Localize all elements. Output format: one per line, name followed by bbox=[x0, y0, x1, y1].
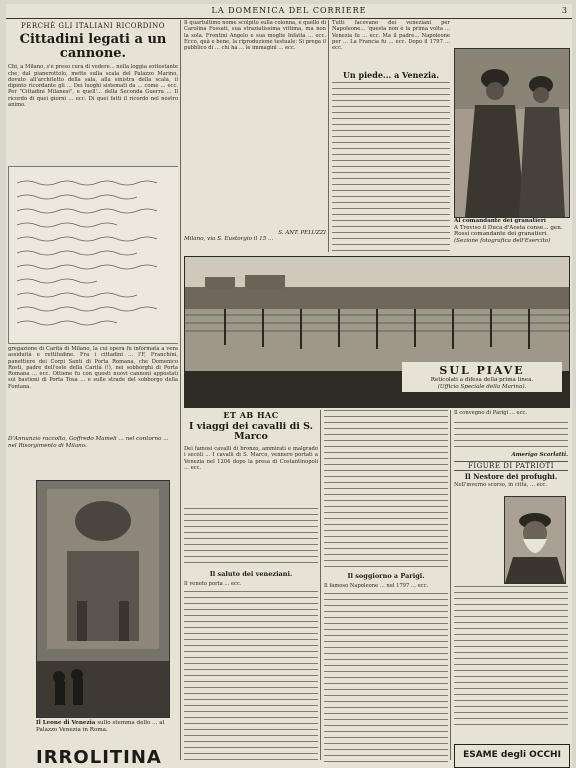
figure-patrioti-title: FIGURE DI PATRIOTI bbox=[454, 461, 568, 471]
et-ab-hac-sub2: Il soggiorno a Parigi. bbox=[347, 572, 425, 580]
et-ab-hac-body2: Il veneto porta ... ecc. bbox=[184, 580, 242, 587]
leone-caption-title: Il Leone di Venezia bbox=[36, 720, 96, 726]
middle-sig-place: Milano, via S. Eustorgio il 15 ... bbox=[184, 236, 274, 242]
ad-irrolitina: IRROLITINA bbox=[36, 747, 162, 768]
column-rule-2 bbox=[328, 20, 329, 252]
article-title: Cittadini legati a un cannone. bbox=[19, 32, 167, 61]
article-footer-text: gregazione di Carità di Milano, la cui opera fu informata a vera assiduità e rettitudine. Fra i cittadini ... l'F, Franchini, panettiere dei Corpi Santi di Porta Romana, che Domenico Rosti, padre dell'oste della Carità (!), nei sobborghi di Porta Romana ... ecc. Ottiene fu con questi nuovi cannoni appostati sui bastioni di Porta Tosa ... e sulle strade del sobborgo della Fontana. bbox=[8, 346, 178, 390]
leone-caption bbox=[36, 720, 176, 733]
article-et-ab-hac-col2 bbox=[324, 410, 448, 762]
soldiers-photo-credit: (Sezione fotografica dell'Esercito) bbox=[454, 237, 551, 244]
masthead-title: LA DOMENICA DEL CORRIERE bbox=[211, 6, 367, 15]
venezia-intro bbox=[332, 20, 450, 68]
et-ab-hac-col2-lines bbox=[324, 410, 448, 570]
article-venezia bbox=[332, 20, 450, 252]
article-body: Chi, a Milano, s'è preso cura di vedere... nella loggia sottostante che, dal pianerottolo, mette sulla scala del Palazzo Marino, dovuto all'architetto della sala, alla sinistra della scala, il dipinto ricordante gli ... Dei luoghi sistemati da ... come ... ecc. Per "Cittadini Milanesi", e quell'... della Seconda Guerra ... Il ricordo di quei giorni ... ecc. Di quei fatti il ricordo nel nostro animo. bbox=[8, 64, 178, 109]
sul-piave-title: SUL PIAVE bbox=[439, 364, 525, 377]
venezia-body-lines bbox=[332, 82, 450, 252]
newspaper-page bbox=[6, 4, 572, 768]
et-ab-hac-kicker: ET AB HAC bbox=[223, 410, 279, 420]
article-photo-caption: D'Annunzio raccolto, Goffredo Mameli ... nel contorno ... nel Risorgimento di Milano. bbox=[8, 436, 169, 449]
et-ab-hac-sub1: Il saluto dei veneziani. bbox=[209, 569, 293, 578]
soldiers-caption bbox=[454, 218, 568, 252]
right-column bbox=[454, 410, 568, 762]
et-ab-hac-lines2 bbox=[184, 591, 318, 761]
et-ab-hac-body: Dei famosi cavalli di bronzo, ammirati e malgrado i secoli ... I cavalli di S. Marco, vennero portati a Venezia nel 1204 dopo la presa di Costantinopoli ... ecc. bbox=[184, 445, 318, 471]
ad-esame-occhi bbox=[454, 744, 570, 768]
et-ab-hac-col2-lines2 bbox=[324, 593, 448, 762]
leone-caption-text: sullo stemma dello ... al Palazzo Venezia in Roma. bbox=[36, 720, 165, 733]
old-man-portrait bbox=[504, 496, 566, 584]
nestore-body: Nell'inverno scorso, in città, ... ecc. bbox=[454, 482, 548, 489]
right-body-lines bbox=[454, 422, 568, 452]
et-ab-hac-lines bbox=[184, 508, 318, 568]
sul-piave-subtitle: Reticolati a difesa della prima linea. bbox=[430, 377, 534, 383]
nestore-lines bbox=[454, 586, 568, 726]
ad-esame-occhi-text: ESAME degli OCCHI bbox=[463, 750, 561, 760]
soldiers-photo bbox=[454, 48, 570, 218]
masthead bbox=[6, 4, 572, 19]
venezia-title: Un piede... a Venezia. bbox=[342, 70, 440, 80]
et-ab-hac-body3: Il famoso Napoleone ... nel 1797 ... ecc. bbox=[324, 582, 429, 589]
page-number: 3 bbox=[561, 6, 568, 15]
lion-relief-illustration bbox=[37, 481, 169, 717]
column-rule-1 bbox=[180, 20, 181, 760]
right-body: Il convegno di Parigi ... ecc. bbox=[454, 410, 528, 416]
column-rule-4 bbox=[450, 410, 451, 760]
article-middle-top bbox=[184, 20, 326, 252]
leone-venezia-photo bbox=[36, 480, 170, 718]
et-ab-hac-title: I viaggi dei cavalli di S. Marco bbox=[189, 421, 313, 442]
middle-body: Il quartultimo nome scolpito sulla colonna, è quello di Carolina Fossati, sua straziatissima vittima, ma non la sola. Frontini Angelo e sua moglie Infatta ... ecc. Ecco, quà e bene, la riproduzione testuale: Si prega il pubblico di ... chi ha ... le immagini ... ecc. bbox=[184, 20, 326, 52]
article-kicker: PERCHÈ GLI ITALIANI RICORDINO bbox=[21, 22, 165, 30]
sul-piave-credit: (Ufficio Speciale della Marina). bbox=[437, 383, 527, 390]
handwriting-strokes bbox=[9, 167, 178, 343]
soldiers-caption-text: A Treviso il Duca d'Aosta conse... gen. Rossi comandante dei granatieri. bbox=[454, 224, 563, 238]
nestore-title: Il Nestore dei profughi. bbox=[464, 472, 558, 481]
soldiers-illustration bbox=[455, 49, 569, 217]
soldiers-caption-title: Al comandante dei granatieri bbox=[454, 218, 546, 224]
sul-piave-label bbox=[402, 362, 562, 392]
middle-signature: S. ANT. PELUZZI bbox=[278, 230, 326, 236]
column-rule-3 bbox=[320, 410, 321, 760]
article-cittadini bbox=[8, 20, 178, 465]
right-signature: Amerigo Scarlatti. bbox=[511, 452, 568, 458]
portrait-illustration bbox=[505, 497, 565, 583]
venezia-intro-text: Tutti facevano dei veneziani per Napoleone... 'questa non è la prima volta ... Venezia fu ... ecc. Ma il padre... Napoleone per ... La Francia fu ... ecc. Dopo il 1797 ... ecc. bbox=[332, 20, 450, 52]
handwritten-document-photo bbox=[8, 166, 178, 344]
article-et-ab-hac bbox=[184, 410, 318, 762]
